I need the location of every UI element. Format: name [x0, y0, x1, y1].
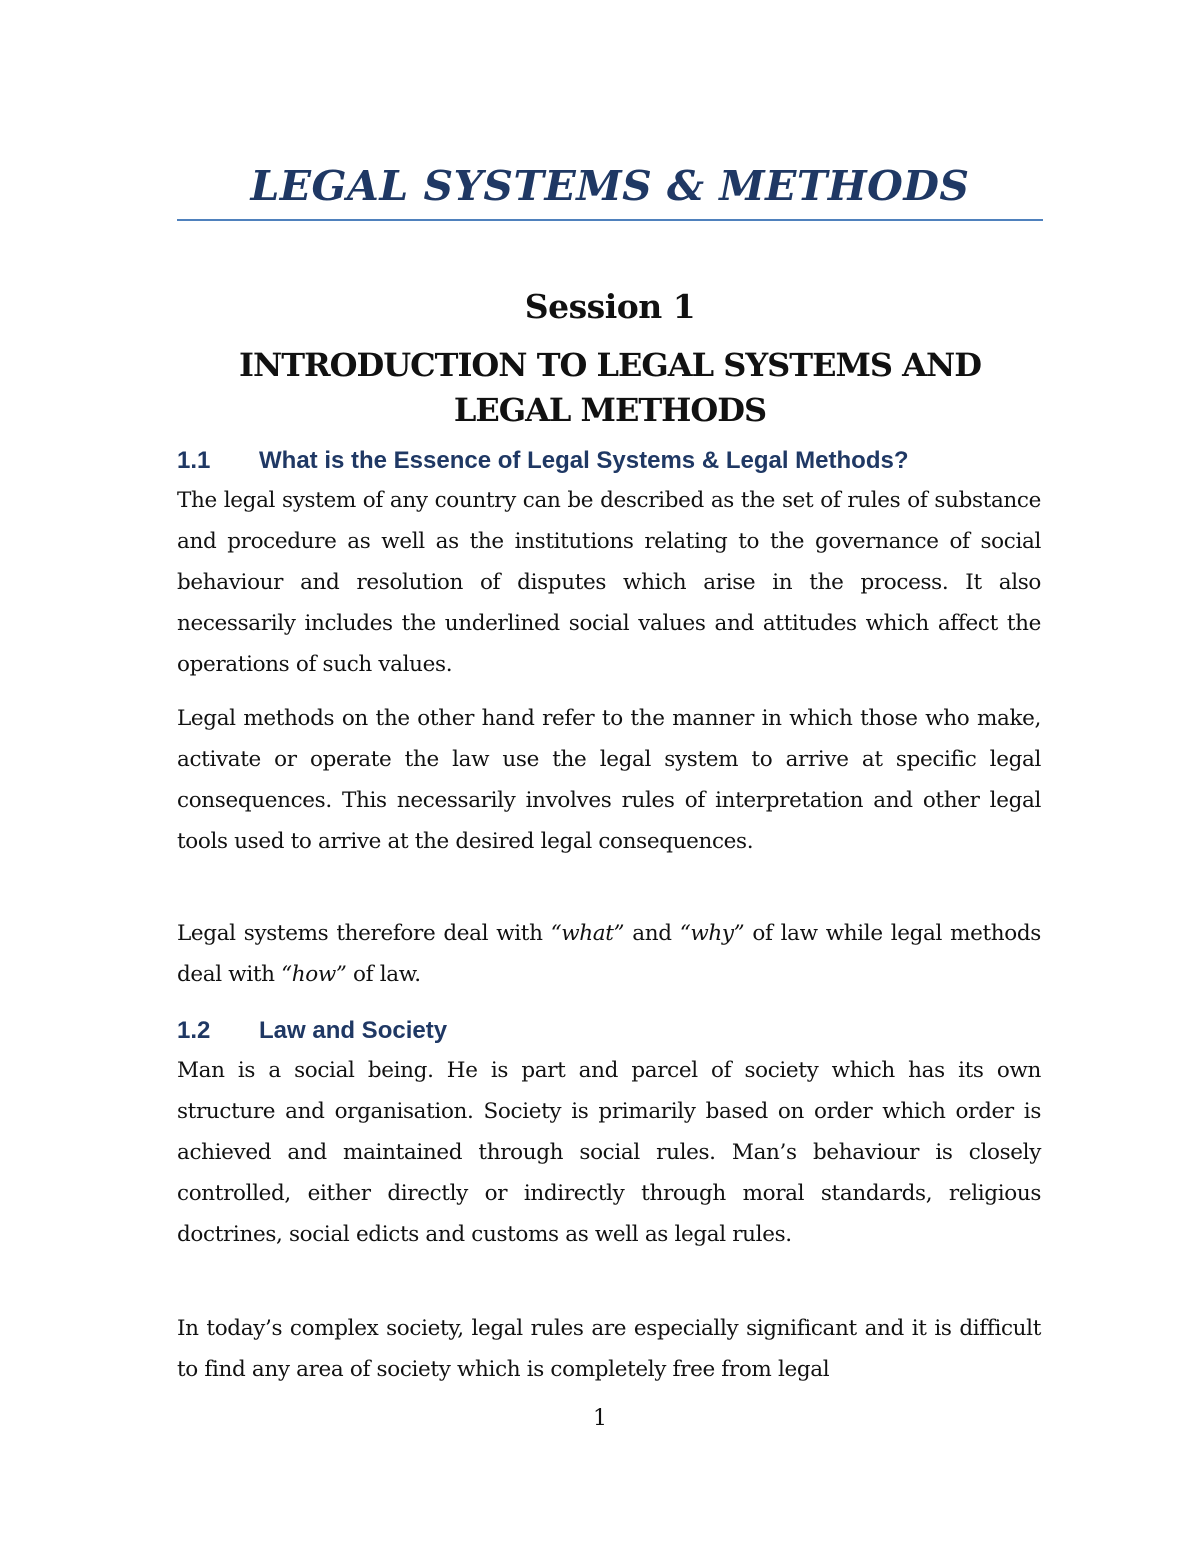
page-number: 1 [593, 1406, 607, 1431]
closing-text-2: and [624, 921, 680, 946]
title-underline-rule [177, 219, 1043, 221]
closing-text-3: of law while legal methods deal with [177, 921, 1041, 987]
paragraph-legal-methods-definition: Legal methods on the other hand refer to the manner in which those who make, activate or operate the law use the legal system to arrive at specific legal consequences. This necessarily involves rules of interpretation and other legal tools used to arrive at the desired legal consequences. [177, 706, 1041, 854]
emphasis-how: “how” [281, 962, 347, 987]
section-title: What is the Essence of Legal Systems & Legal Methods? [259, 447, 909, 474]
closing-text-1: Legal systems therefore deal with [177, 921, 551, 946]
paragraph-what-why-how [177, 913, 1041, 995]
section-title: Law and Society [259, 1017, 448, 1044]
emphasis-what: “what” [550, 921, 625, 946]
paragraph-complex-society: In today’s complex society, legal rules are especially significant and it is difficult to find any area of society which is completely free from legal [177, 1316, 1041, 1382]
section-number: 1.1 [177, 447, 211, 474]
section-number: 1.2 [177, 1017, 211, 1044]
section-heading-1-2 [177, 1015, 1043, 1047]
document-title: LEGAL SYSTEMS & METHODS [250, 162, 970, 210]
session-heading: Session 1 [524, 287, 696, 326]
emphasis-why: “why” [679, 921, 745, 946]
section-heading-1-1 [177, 445, 1043, 477]
chapter-heading: INTRODUCTION TO LEGAL SYSTEMS AND LEGAL METHODS [239, 346, 981, 429]
closing-text-4: of law. [346, 962, 421, 987]
paragraph-legal-system-definition: The legal system of any country can be described as the set of rules of substance and procedure as well as the institutions relating to the governance of social behaviour and resolution of disputes which arise in the process. It also necessarily includes the underlined social values and attitudes which affect the operations of such values. [177, 488, 1041, 677]
paragraph-man-social-being: Man is a social being. He is part and parcel of society which has its own structure and organisation. Society is primarily based on order which order is achieved and maintained through social rules. Man’s behaviour is closely controlled, either directly or indirectly through moral standards, religious doctrines, social edicts and customs as well as legal rules. [177, 1058, 1041, 1247]
